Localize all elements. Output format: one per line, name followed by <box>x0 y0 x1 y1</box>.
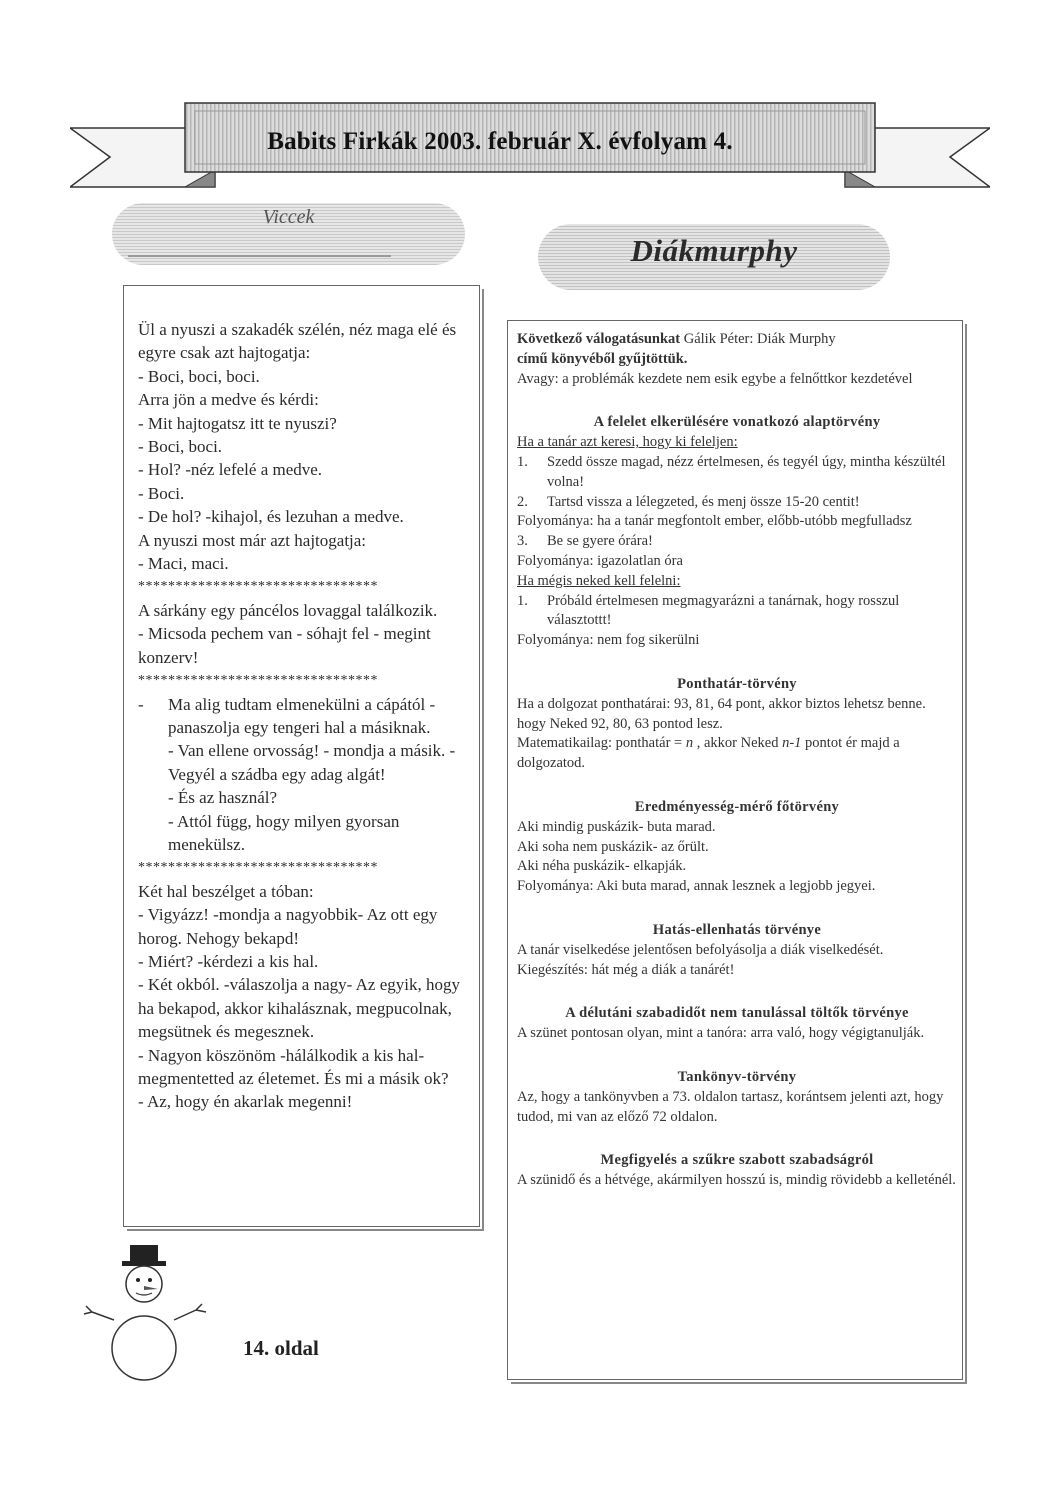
joke-line: Arra jön a medve és kérdi: <box>138 390 319 410</box>
intro-bold-line: című könyvéből gyűjtöttük. <box>517 350 688 367</box>
joke-line: - Boci, boci. <box>138 437 223 457</box>
joke-line: - Hol? -néz lefelé a medve. <box>138 460 323 480</box>
joke-line: - Maci, maci. <box>138 554 229 574</box>
section-text: Kiegészítés: hát még a diák a tanárét! <box>517 961 735 978</box>
joke-line: - Az, hogy én akarlak megenni! <box>138 1092 353 1112</box>
numbered-item <box>517 532 957 552</box>
section-subtitle: Ha a tanár azt keresi, hogy ki feleljen: <box>517 434 738 451</box>
section-text: Aki mindig puskázik- buta marad. <box>517 818 716 835</box>
section-title: A délutáni szabadidőt nem tanulással töltők törvénye <box>565 1005 909 1022</box>
joke-line: - Van ellene orvosság! - mondja a másik. - Vegyél a szádba egy adag algát! <box>168 741 456 784</box>
numbered-item <box>517 453 957 493</box>
section-text: A szünidő és a hétvége, akármilyen hosszú is, mindig rövidebb a kelleténél. <box>517 1172 956 1189</box>
joke-line: - De hol? -kihajol, és lezuhan a medve. <box>138 507 404 527</box>
item-number: 1. <box>517 453 528 470</box>
joke-line: - Nagyon köszönöm -hálálkodik a kis hal- megmentetted az életemet. És mi a másik ok? <box>138 1045 449 1088</box>
dash-marker: - <box>138 694 144 714</box>
folyomanya-line: Folyománya: igazolatlan óra <box>517 552 683 569</box>
joke-line: A sárkány egy páncélos lovaggal találkozik. <box>138 600 438 620</box>
joke-separator: ******************************** <box>138 579 378 595</box>
section-text: Folyománya: Aki buta marad, annak lesznek a legjobb jegyei. <box>517 878 876 895</box>
section-subtitle: Ha mégis neked kell felelni: <box>517 572 681 589</box>
math-suffix: pontot ér majd a dolgozatod. <box>517 735 900 772</box>
viccek-underline <box>128 255 391 257</box>
joke-line: Két hal beszélget a tóban: <box>138 881 314 901</box>
item-text: Tartsd vissza a lélegzeted, és menj össze 15-20 centit! <box>547 493 860 510</box>
diakmurphy-heading: Diákmurphy <box>630 233 798 268</box>
math-mid: , akkor Neked <box>693 735 783 752</box>
section-text: Aki néha puskázik- elkapják. <box>517 858 687 875</box>
snowman-icon <box>82 1240 212 1385</box>
viccek-heading: Viccek <box>262 206 315 228</box>
math-var-n-minus-1: n-1 <box>782 735 802 752</box>
numbered-item <box>517 592 957 632</box>
item-number: 2. <box>517 493 528 510</box>
section-text <box>517 734 957 774</box>
section-title: Eredményesség-mérő főtörvény <box>634 798 840 815</box>
joke-line: - Micsoda pechem van - sóhajt fel - megint konzerv! <box>138 624 431 667</box>
item-text: Szedd össze magad, nézz értelmesen, és tegyél úgy, mintha készültél volna! <box>547 453 946 490</box>
item-text: Próbáld értelmesen megmagyarázni a tanárnak, hogy rosszul választottt! <box>547 592 900 629</box>
page-number: 14. oldal <box>243 1336 319 1360</box>
intro-subline: Avagy: a problémák kezdete nem esik egybe a felnőttkor kezdetével <box>517 370 913 387</box>
section-title: Megfigyelés a szűkre szabott szabadságról <box>600 1152 874 1169</box>
section-title: Tankönyv-törvény <box>677 1068 797 1085</box>
section-text: A szünet pontosan olyan, mint a tanóra: arra való, hogy végigtanulják. <box>517 1025 925 1042</box>
joke-line: Ma alig tudtam elmenekülni a cápától - panaszolja egy tengeri hal a másiknak. <box>168 694 436 737</box>
murphy-text <box>517 330 957 1191</box>
item-text: Be se gyere órára! <box>547 533 653 550</box>
joke-line: - Vigyázz! -mondja a nagyobbik- Az ott egy horog. Nehogy bekapd! <box>138 905 438 948</box>
joke-line: Ül a nyuszi a szakadék szélén, néz maga elé és egyre csak azt hajtogatja: <box>138 320 457 363</box>
section-text: Az, hogy a tankönyvben a 73. oldalon tartasz, korántsem jelenti azt, hogy tudod, mi van az előző 72 oldalon. <box>517 1088 944 1125</box>
folyomanya-line: Folyománya: ha a tanár megfontolt ember, előbb-utóbb megfulladsz <box>517 513 912 530</box>
joke-line: - Attól függ, hogy milyen gyorsan menekülsz. <box>168 811 400 854</box>
joke-separator: ******************************** <box>138 860 378 876</box>
joke-dash-item <box>138 693 468 740</box>
math-var-n: n <box>685 735 694 752</box>
folyomanya-line: Folyománya: nem fog sikerülni <box>517 632 700 649</box>
joke-line: - Miért? -kérdezi a kis hal. <box>138 951 319 971</box>
jokes-text <box>138 318 468 1114</box>
joke-line: - Boci. <box>138 483 185 503</box>
section-title: A felelet elkerülésére vonatkozó alaptörvény <box>593 414 881 431</box>
intro-bold: Következő válogatásunkat <box>517 331 681 347</box>
math-prefix: Matematikailag: ponthatár = <box>517 735 686 752</box>
section-title: Hatás-ellenhatás törvénye <box>652 921 822 938</box>
item-number: 3. <box>517 533 528 550</box>
intro-source: Gálik Péter: Diák Murphy <box>680 331 836 347</box>
joke-line: - Két okból. -válaszolja a nagy- Az egyik, hogy ha bekapod, akkor kihalásznak, megpucolnak, megsütnek és megesznek. <box>138 975 460 1042</box>
section-title: Ponthatár-törvény <box>677 675 797 692</box>
joke-line: A nyuszi most már azt hajtogatja: <box>138 530 367 550</box>
section-text: A tanár viselkedése jelentősen befolyásolja a diák viselkedését. <box>517 941 884 958</box>
joke-line: - Mit hajtogatsz itt te nyuszi? <box>138 413 337 433</box>
item-number: 1. <box>517 592 528 609</box>
joke-separator: ******************************** <box>138 673 378 689</box>
intro-line <box>517 330 957 350</box>
joke-line: - És az használ? <box>168 788 278 808</box>
numbered-item <box>517 493 957 513</box>
newspaper-title: Babits Firkák 2003. február X. évfolyam 4. <box>267 128 733 155</box>
section-text: Aki soha nem puskázik- az őrült. <box>517 838 709 855</box>
joke-line: - Boci, boci, boci. <box>138 366 260 386</box>
section-text: Ha a dolgozat ponthatárai: 93, 81, 64 pont, akkor biztos lehetsz benne. hogy Neked 92, 80, 63 pontod lesz. <box>517 695 926 732</box>
